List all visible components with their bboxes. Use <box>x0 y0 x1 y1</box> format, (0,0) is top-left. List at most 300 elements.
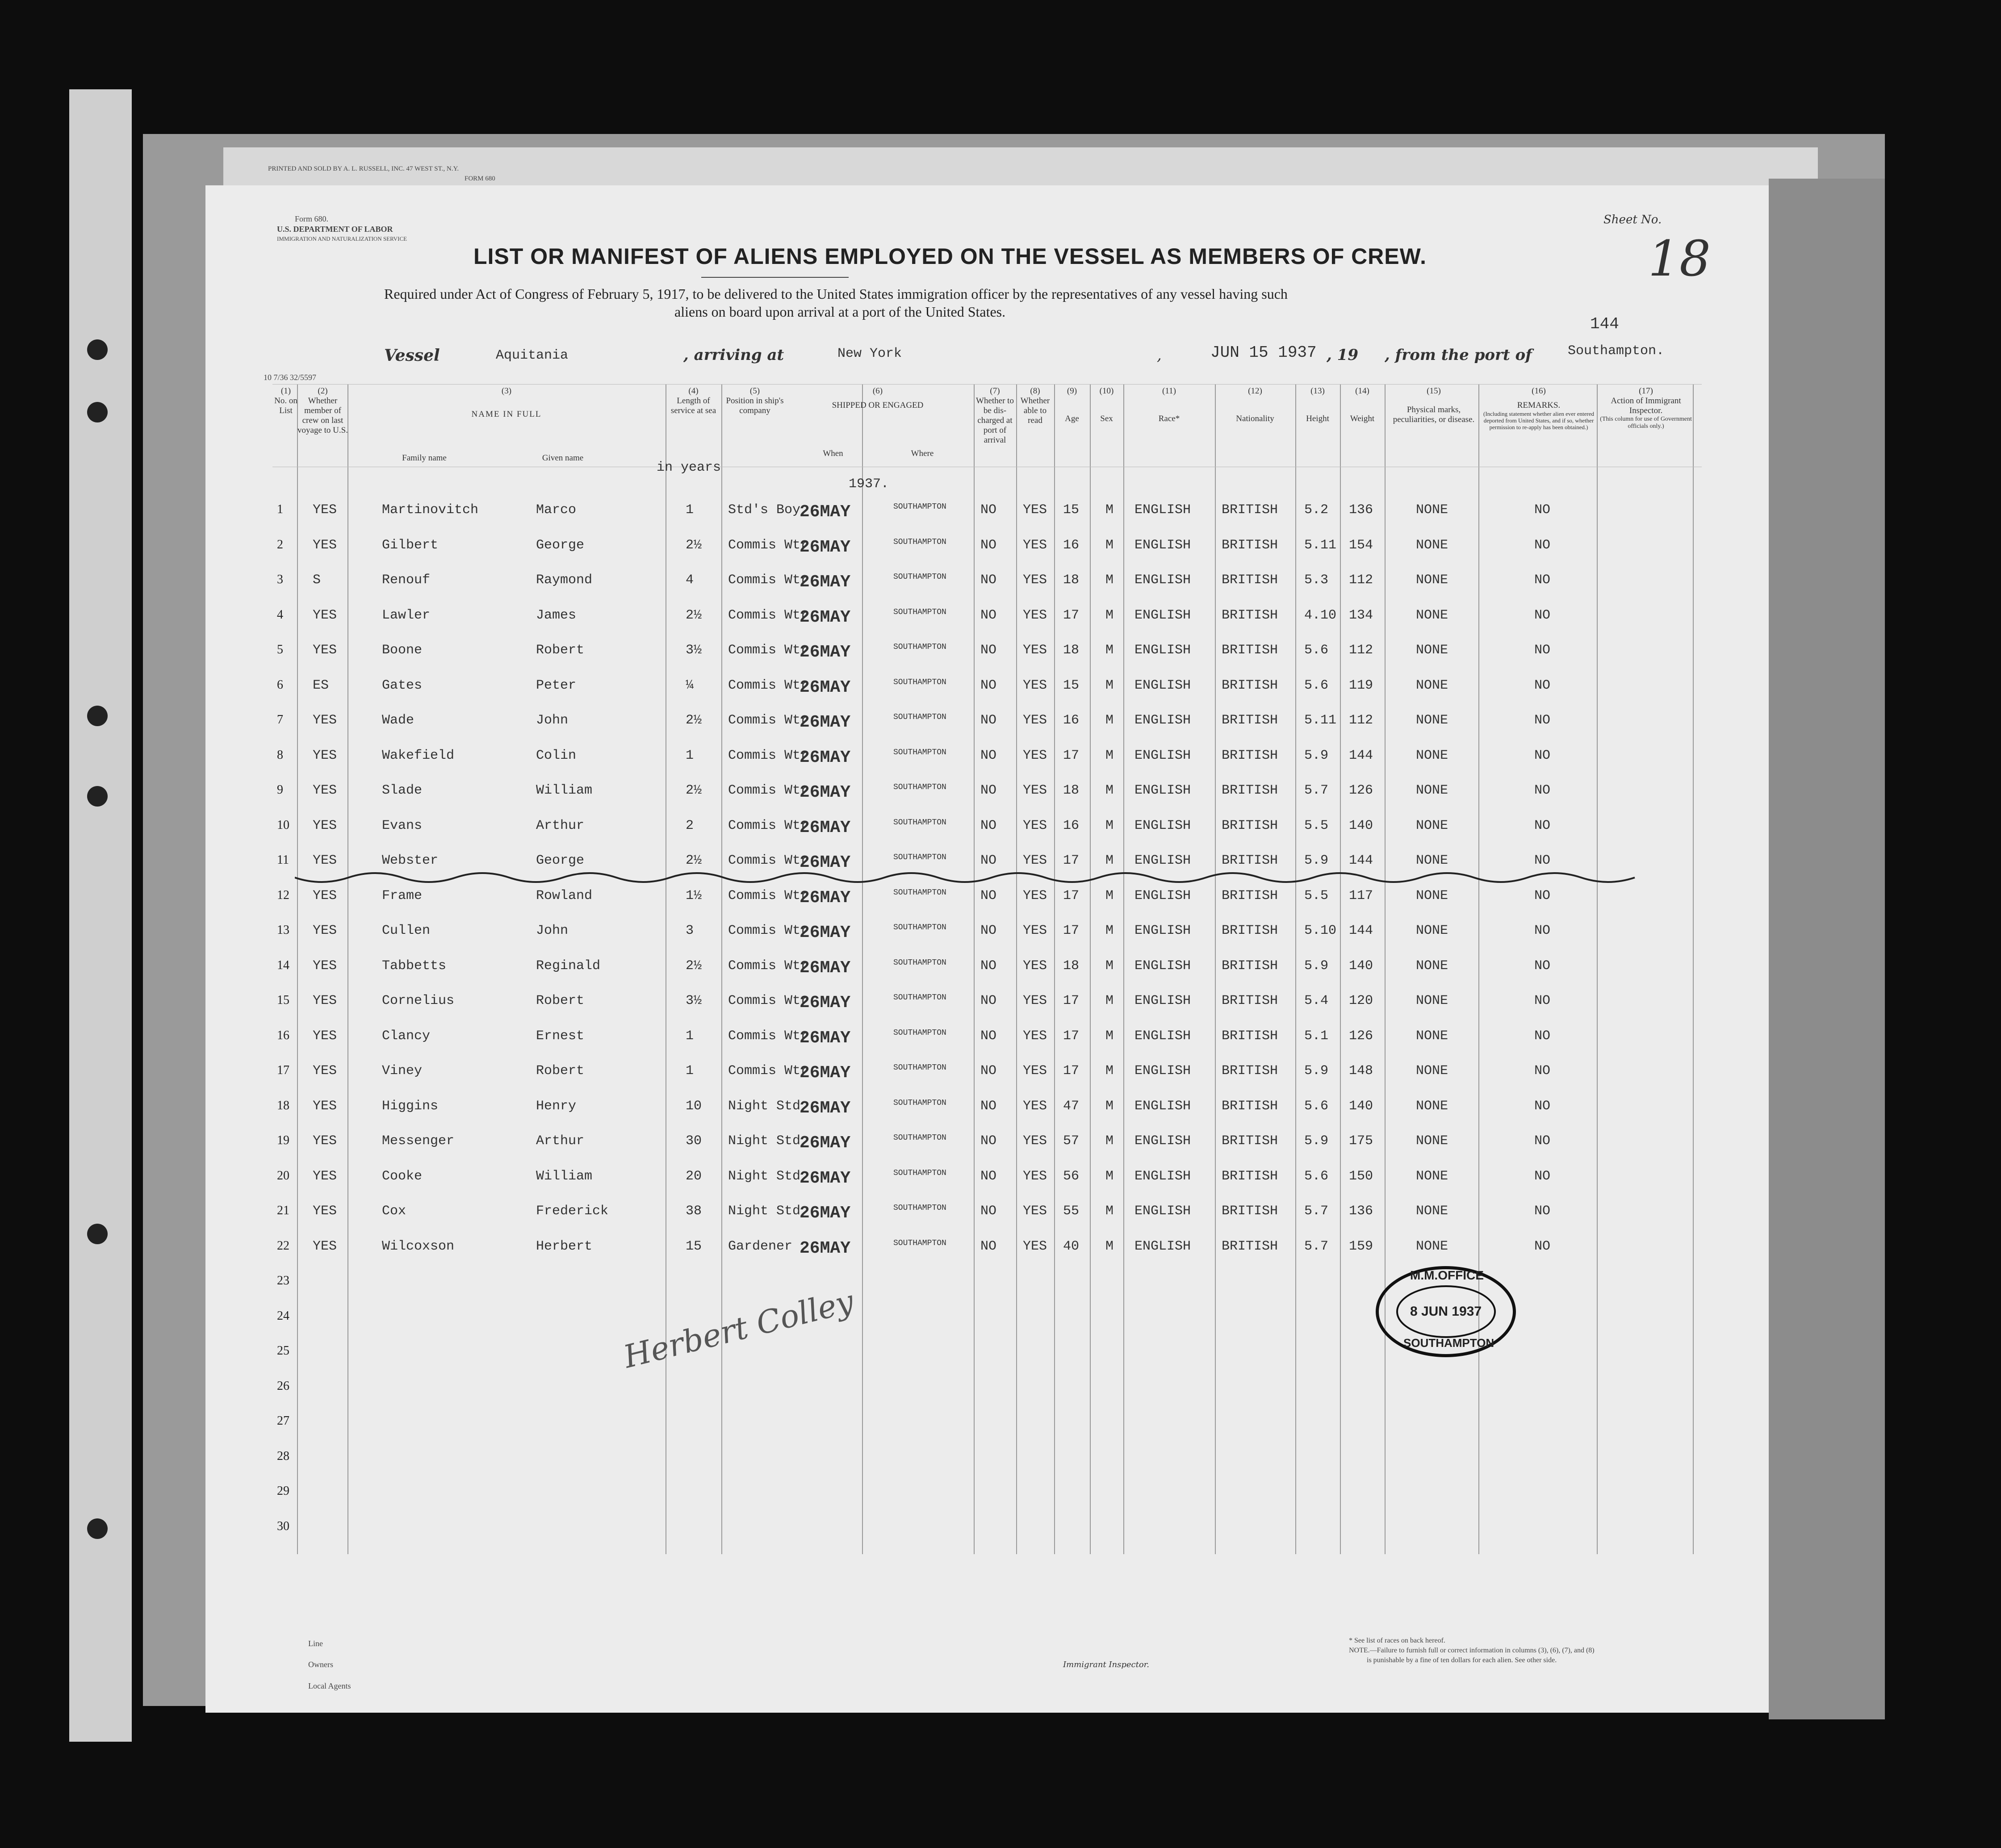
shipped-when: 26MAY <box>800 1238 851 1258</box>
nationality: BRITISH <box>1222 643 1278 658</box>
nationality: BRITISH <box>1222 818 1278 833</box>
discharged: NO <box>980 923 997 938</box>
shipped-where: SOUTHAMPTON <box>893 1063 946 1072</box>
sheet-label: Sheet No. <box>1603 213 1662 226</box>
weight: 140 <box>1349 1098 1373 1114</box>
table-row <box>205 1094 1769 1129</box>
discharged: NO <box>980 748 997 763</box>
shipped-when: 26MAY <box>800 888 851 907</box>
col-label: Sex <box>1100 414 1113 423</box>
sex: M <box>1105 923 1114 938</box>
height: 5.10 <box>1304 923 1337 938</box>
empty-row <box>205 1480 1769 1514</box>
col-label: No. on List <box>274 396 297 415</box>
weight: 117 <box>1349 888 1373 903</box>
nationality: BRITISH <box>1222 573 1278 588</box>
physical-marks: NONE <box>1416 1098 1448 1114</box>
race: ENGLISH <box>1134 502 1191 518</box>
family-name: Webster <box>382 853 439 868</box>
position: Commis Wtr <box>728 888 809 903</box>
crew-member-flag: YES <box>313 607 337 623</box>
able-to-read: YES <box>1023 1204 1047 1219</box>
row-number: 12 <box>277 888 289 902</box>
family-name: Renouf <box>382 573 431 588</box>
height: 5.5 <box>1304 818 1329 833</box>
sex: M <box>1105 677 1114 693</box>
shipped-where: SOUTHAMPTON <box>893 783 946 792</box>
weight: 144 <box>1349 853 1373 868</box>
age: 18 <box>1063 643 1080 658</box>
weight: 140 <box>1349 818 1373 833</box>
remarks: NO <box>1534 993 1551 1008</box>
able-to-read: YES <box>1023 958 1047 974</box>
table-row <box>205 568 1769 603</box>
shipped-where: SOUTHAMPTON <box>893 853 946 862</box>
col-label: REMARKS. <box>1517 401 1561 410</box>
crew-member-flag: YES <box>313 853 337 868</box>
race: ENGLISH <box>1134 1028 1191 1044</box>
weight: 144 <box>1349 923 1373 938</box>
given-name: Robert <box>536 643 585 658</box>
nationality: BRITISH <box>1222 607 1278 623</box>
nationality: BRITISH <box>1222 958 1278 974</box>
race: ENGLISH <box>1134 1168 1191 1184</box>
shipped-where: SOUTHAMPTON <box>893 1238 946 1248</box>
shipped-where: SOUTHAMPTON <box>893 888 946 897</box>
nationality: BRITISH <box>1222 677 1278 693</box>
family-name: Gilbert <box>382 537 439 553</box>
given-name: Colin <box>536 748 577 763</box>
manifest-page <box>205 185 1769 1713</box>
col-label: SHIPPED OR ENGAGED <box>832 401 924 410</box>
col-label: Action of Immigrant Inspector. <box>1611 396 1681 415</box>
col-num: (3) <box>501 386 512 396</box>
weight: 126 <box>1349 1028 1373 1044</box>
family-name: Lawler <box>382 607 431 623</box>
row-number: 17 <box>277 1063 289 1077</box>
col-17-header <box>1599 386 1693 430</box>
position: Commis Wtr <box>728 643 809 658</box>
printer-line: PRINTED AND SOLD BY A. L. RUSSELL, INC. 47 WEST ST., N.Y. <box>268 165 459 172</box>
sex: M <box>1105 993 1114 1008</box>
row-number: 15 <box>277 993 289 1007</box>
nationality: BRITISH <box>1222 502 1278 518</box>
row-number: 21 <box>277 1204 289 1217</box>
given-name: Arthur <box>536 1133 585 1149</box>
height: 5.5 <box>1304 888 1329 903</box>
row-number: 26 <box>277 1379 289 1393</box>
given-name-header: Given name <box>542 453 584 463</box>
discharged: NO <box>980 818 997 833</box>
col-num: (14) <box>1355 386 1369 396</box>
punch-hole <box>87 402 108 422</box>
race: ENGLISH <box>1134 1238 1191 1254</box>
discharged: NO <box>980 677 997 693</box>
race: ENGLISH <box>1134 993 1191 1008</box>
remarks: NO <box>1534 888 1551 903</box>
shipped-where: SOUTHAMPTON <box>893 502 946 511</box>
service-length: 1½ <box>686 888 702 903</box>
able-to-read: YES <box>1023 818 1047 833</box>
physical-marks: NONE <box>1416 573 1448 588</box>
physical-marks: NONE <box>1416 888 1448 903</box>
department: U.S. DEPARTMENT OF LABOR <box>277 225 393 234</box>
physical-marks: NONE <box>1416 502 1448 518</box>
col-label: NAME IN FULL <box>471 410 542 419</box>
discharged: NO <box>980 1204 997 1219</box>
shipped-when: 26MAY <box>800 1133 851 1153</box>
row-number: 20 <box>277 1168 289 1183</box>
stamp-top-text: M.M.OFFICE <box>1410 1268 1484 1282</box>
empty-row <box>205 1375 1769 1409</box>
age: 17 <box>1063 923 1080 938</box>
punch-hole <box>87 706 108 726</box>
height: 5.9 <box>1304 853 1329 868</box>
footer-note-3: is punishable by a fine of ten dollars for each alien. See other side. <box>1367 1656 1557 1664</box>
able-to-read: YES <box>1023 1098 1047 1114</box>
physical-marks: NONE <box>1416 713 1448 728</box>
table-row <box>205 1199 1769 1234</box>
family-name: Wilcoxson <box>382 1238 455 1254</box>
col-label: Physical marks, peculiarities, or disease. <box>1393 405 1475 424</box>
race: ENGLISH <box>1134 1063 1191 1079</box>
col-num: (6) <box>872 386 883 396</box>
inspector-signature: Herbert Colley <box>620 1283 858 1376</box>
race: ENGLISH <box>1134 677 1191 693</box>
col-label: Whether member of crew on last voyage to U.S. <box>297 396 348 435</box>
remarks: NO <box>1534 573 1551 588</box>
remarks: NO <box>1534 677 1551 693</box>
stamp-bottom-text: SOUTHAMPTON <box>1403 1336 1494 1350</box>
position: Commis Wtr <box>728 818 809 833</box>
punch-hole <box>87 786 108 807</box>
given-name: Reginald <box>536 958 601 974</box>
row-number: 22 <box>277 1238 289 1253</box>
nationality: BRITISH <box>1222 537 1278 553</box>
age: 15 <box>1063 502 1080 518</box>
sex: M <box>1105 1204 1114 1219</box>
remarks: NO <box>1534 818 1551 833</box>
physical-marks: NONE <box>1416 853 1448 868</box>
physical-marks: NONE <box>1416 748 1448 763</box>
sex: M <box>1105 607 1114 623</box>
col-num: (11) <box>1162 386 1176 396</box>
col-num: (1) <box>280 386 291 396</box>
shipped-when: 26MAY <box>800 748 851 767</box>
discharged: NO <box>980 607 997 623</box>
age: 17 <box>1063 1063 1080 1079</box>
weight: 159 <box>1349 1238 1373 1254</box>
col-2-header <box>297 386 348 435</box>
voyage-line <box>384 343 1724 365</box>
empty-row <box>205 1269 1769 1304</box>
given-name: Peter <box>536 677 577 693</box>
col-num: (2) <box>318 386 328 396</box>
family-name: Evans <box>382 818 423 833</box>
height: 5.2 <box>1304 502 1329 518</box>
remarks: NO <box>1534 1168 1551 1184</box>
col-7-header <box>974 386 1016 445</box>
able-to-read: YES <box>1023 1063 1047 1079</box>
age: 57 <box>1063 1133 1080 1149</box>
height: 5.6 <box>1304 1098 1329 1114</box>
service-length: 2½ <box>686 853 702 868</box>
weight: 112 <box>1349 713 1373 728</box>
crew-member-flag: YES <box>313 1028 337 1044</box>
position: Commis Wtr <box>728 923 809 938</box>
row-number: 3 <box>277 573 283 586</box>
weight: 140 <box>1349 958 1373 974</box>
remarks: NO <box>1534 607 1551 623</box>
nationality: BRITISH <box>1222 783 1278 798</box>
sex: M <box>1105 573 1114 588</box>
punch-hole <box>87 339 108 360</box>
col-15-header <box>1389 386 1478 425</box>
crew-member-flag: YES <box>313 502 337 518</box>
stamp-date: 8 JUN 1937 <box>1410 1304 1482 1319</box>
discharged: NO <box>980 853 997 868</box>
physical-marks: NONE <box>1416 643 1448 658</box>
crew-member-flag: YES <box>313 1238 337 1254</box>
shipped-when: 26MAY <box>800 818 851 837</box>
given-name: George <box>536 537 585 553</box>
discharged: NO <box>980 537 997 553</box>
able-to-read: YES <box>1023 923 1047 938</box>
table-row <box>205 603 1769 638</box>
row-number: 13 <box>277 923 289 937</box>
able-to-read: YES <box>1023 748 1047 763</box>
crew-member-flag: YES <box>313 537 337 553</box>
empty-row <box>205 1445 1769 1480</box>
discharged: NO <box>980 713 997 728</box>
shipped-when: 26MAY <box>800 1063 851 1083</box>
row-number: 29 <box>277 1484 289 1498</box>
crew-member-flag: YES <box>313 888 337 903</box>
height: 5.9 <box>1304 1133 1329 1149</box>
nationality: BRITISH <box>1222 993 1278 1008</box>
row-number: 10 <box>277 818 289 832</box>
able-to-read: YES <box>1023 888 1047 903</box>
shipped-when: 26MAY <box>800 607 851 627</box>
crew-member-flag: YES <box>313 783 337 798</box>
height: 5.9 <box>1304 958 1329 974</box>
age: 17 <box>1063 748 1080 763</box>
col-5-header <box>721 386 788 416</box>
physical-marks: NONE <box>1416 783 1448 798</box>
service-length: 1 <box>686 748 694 763</box>
age: 18 <box>1063 573 1080 588</box>
empty-row <box>205 1304 1769 1339</box>
shipped-year: 1937. <box>849 477 889 492</box>
crew-member-flag: YES <box>313 1168 337 1184</box>
family-name: Tabbetts <box>382 958 447 974</box>
physical-marks: NONE <box>1416 993 1448 1008</box>
nationality: BRITISH <box>1222 1168 1278 1184</box>
right-edge-sheet <box>1769 179 1885 1719</box>
sheet-number: 18 <box>1648 230 1711 287</box>
given-name: William <box>536 1168 593 1184</box>
weight: 112 <box>1349 573 1373 588</box>
service-length: 30 <box>686 1133 702 1149</box>
shipped-where: SOUTHAMPTON <box>893 818 946 827</box>
family-name: Clancy <box>382 1028 431 1044</box>
given-name: Frederick <box>536 1204 609 1219</box>
weight: 175 <box>1349 1133 1373 1149</box>
physical-marks: NONE <box>1416 958 1448 974</box>
given-name: Raymond <box>536 573 593 588</box>
remarks: NO <box>1534 958 1551 974</box>
punch-hole <box>87 1224 108 1244</box>
race: ENGLISH <box>1134 783 1191 798</box>
shipped-when: 26MAY <box>800 677 851 697</box>
sex: M <box>1105 958 1114 974</box>
position: Commis Wtr <box>728 713 809 728</box>
table-row <box>205 708 1769 743</box>
race: ENGLISH <box>1134 713 1191 728</box>
family-name: Wakefield <box>382 748 455 763</box>
col-4-header <box>666 386 721 416</box>
shipped-when: 26MAY <box>800 1098 851 1118</box>
col-sublabel: (This column for use of Government officials only.) <box>1600 416 1692 430</box>
weight: 150 <box>1349 1168 1373 1184</box>
weight: 120 <box>1349 993 1373 1008</box>
col-num: (13) <box>1310 386 1325 396</box>
table-row <box>205 533 1769 568</box>
remarks: NO <box>1534 1098 1551 1114</box>
remarks: NO <box>1534 1204 1551 1219</box>
sex: M <box>1105 1168 1114 1184</box>
crew-member-flag: YES <box>313 1204 337 1219</box>
service-length: 10 <box>686 1098 702 1114</box>
shipped-where: SOUTHAMPTON <box>893 1028 946 1037</box>
able-to-read: YES <box>1023 1133 1047 1149</box>
row-number: 28 <box>277 1449 289 1463</box>
crew-member-flag: YES <box>313 748 337 763</box>
given-name: Ernest <box>536 1028 585 1044</box>
shipped-when: 26MAY <box>800 643 851 662</box>
col-label: Age <box>1065 414 1079 423</box>
shipped-when: 26MAY <box>800 502 851 522</box>
shipped-where: SOUTHAMPTON <box>893 537 946 547</box>
table-row <box>205 498 1769 533</box>
given-name: James <box>536 607 577 623</box>
col-num: (15) <box>1427 386 1441 396</box>
subtitle-line-1: Required under Act of Congress of February 5, 1917, to be delivered to the United States immigration officer by the representatives of any vessel having such <box>384 286 1288 302</box>
discharged: NO <box>980 1168 997 1184</box>
service-length: 1 <box>686 502 694 518</box>
able-to-read: YES <box>1023 537 1047 553</box>
discharged: NO <box>980 958 997 974</box>
col-num: (7) <box>990 386 1000 396</box>
position: Commis Wtr <box>728 1028 809 1044</box>
shipped-where: SOUTHAMPTON <box>893 1098 946 1108</box>
race: ENGLISH <box>1134 607 1191 623</box>
col-label: Length of service at sea <box>670 396 716 415</box>
position: Commis Wtr <box>728 607 809 623</box>
height: 5.11 <box>1304 713 1337 728</box>
row-number: 24 <box>277 1309 289 1323</box>
family-name: Boone <box>382 643 423 658</box>
col-11-header <box>1123 386 1215 424</box>
subtitle-line-2: aliens on board upon arrival at a port of the United States. <box>674 304 1006 320</box>
sex: M <box>1105 748 1114 763</box>
position: Commis Wtr <box>728 1063 809 1079</box>
family-name: Gates <box>382 677 423 693</box>
table-row <box>205 919 1769 953</box>
discharged: NO <box>980 1063 997 1079</box>
weight: 136 <box>1349 1204 1373 1219</box>
physical-marks: NONE <box>1416 1238 1448 1254</box>
col-num: (4) <box>688 386 699 396</box>
shipped-where: SOUTHAMPTON <box>893 573 946 581</box>
age: 16 <box>1063 818 1080 833</box>
row-number: 27 <box>277 1414 289 1428</box>
family-name: Slade <box>382 783 423 798</box>
col-14-header <box>1340 386 1385 424</box>
nationality: BRITISH <box>1222 853 1278 868</box>
height: 5.7 <box>1304 783 1329 798</box>
crew-member-flag: YES <box>313 643 337 658</box>
given-name: John <box>536 713 569 728</box>
age: 17 <box>1063 607 1080 623</box>
remarks: NO <box>1534 923 1551 938</box>
shipped-when: 26MAY <box>800 713 851 732</box>
age: 17 <box>1063 1028 1080 1044</box>
row-number: 23 <box>277 1274 289 1288</box>
crew-member-flag: YES <box>313 1063 337 1079</box>
age: 17 <box>1063 888 1080 903</box>
sex: M <box>1105 1098 1114 1114</box>
table-row <box>205 1024 1769 1059</box>
sex: M <box>1105 713 1114 728</box>
physical-marks: NONE <box>1416 1028 1448 1044</box>
crew-member-flag: YES <box>313 1133 337 1149</box>
physical-marks: NONE <box>1416 1133 1448 1149</box>
given-name: Henry <box>536 1098 577 1114</box>
discharged: NO <box>980 1098 997 1114</box>
nationality: BRITISH <box>1222 748 1278 763</box>
shipped-when: 26MAY <box>800 1204 851 1223</box>
col-6-header <box>788 386 967 410</box>
race: ENGLISH <box>1134 958 1191 974</box>
family-name: Viney <box>382 1063 423 1079</box>
shipped-where: SOUTHAMPTON <box>893 923 946 932</box>
able-to-read: YES <box>1023 993 1047 1008</box>
race: ENGLISH <box>1134 537 1191 553</box>
row-number: 2 <box>277 537 283 552</box>
weight: 119 <box>1349 677 1373 693</box>
family-name: Martinovitch <box>382 502 479 518</box>
shipped-when: 26MAY <box>800 1028 851 1048</box>
able-to-read: YES <box>1023 502 1047 518</box>
col-label: Weight <box>1350 414 1375 423</box>
physical-marks: NONE <box>1416 818 1448 833</box>
nationality: BRITISH <box>1222 888 1278 903</box>
col-1-header <box>272 386 299 416</box>
age: 18 <box>1063 783 1080 798</box>
shipped-where: SOUTHAMPTON <box>893 958 946 967</box>
nationality: BRITISH <box>1222 1063 1278 1079</box>
shipped-when: 26MAY <box>800 923 851 942</box>
position: Commis Wtr <box>728 853 809 868</box>
discharged: NO <box>980 573 997 588</box>
able-to-read: YES <box>1023 1238 1047 1254</box>
row-number: 8 <box>277 748 283 762</box>
service-length: 20 <box>686 1168 702 1184</box>
physical-marks: NONE <box>1416 607 1448 623</box>
position: Commis Wtr <box>728 993 809 1008</box>
given-name: William <box>536 783 593 798</box>
